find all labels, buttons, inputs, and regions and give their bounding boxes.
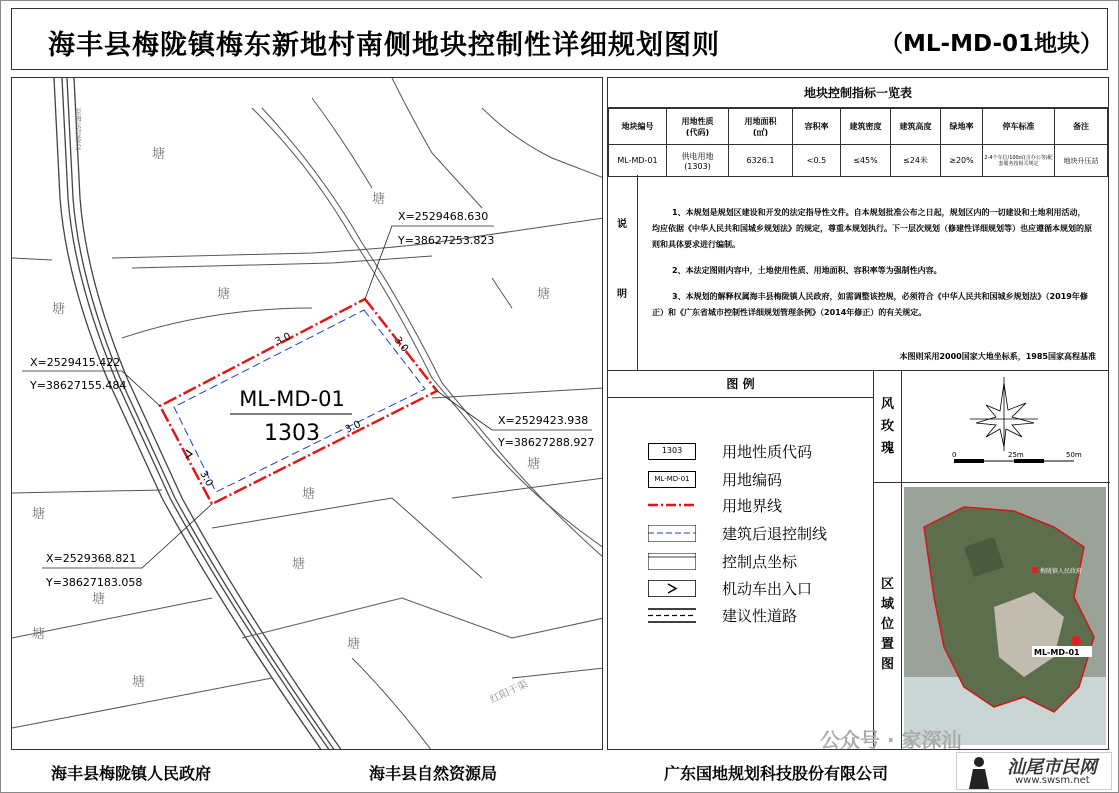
notes-body [652, 205, 1092, 331]
page-title: 海丰县梅陇镇梅东新地村南侧地块控制性详细规划图则 [48, 30, 720, 61]
parcel-use-code-label: 1303 [264, 421, 320, 446]
table-header: 用地面积 (㎡) [729, 109, 793, 145]
table-header: 地块编号 [609, 109, 667, 145]
footer-org-mid: 海丰县自然资源局 [369, 764, 498, 783]
footer-org-right: 广东国地规划科技股份有限公司 [664, 764, 889, 783]
table-header: 用地性质 (代码) [667, 109, 729, 145]
setback-label: 3.0 [197, 469, 215, 489]
legend [608, 371, 874, 749]
table-header: 停车标准 [983, 109, 1055, 145]
parcel-code-label: ML-MD-01 [239, 387, 345, 411]
canal-label: 红阳干渠 [488, 678, 530, 706]
legend-item: 机动车出入口 [648, 578, 812, 598]
pond-label: 塘 [302, 487, 316, 502]
footer-org-left: 海丰县梅陇镇人民政府 [51, 764, 212, 783]
pond-label: 塘 [347, 637, 361, 652]
pond-label: 塘 [372, 192, 386, 207]
table-cell: ML-MD-01 [609, 145, 667, 177]
table-cell: 供电用地 (1303) [667, 145, 729, 177]
pond-label: 塘 [32, 507, 46, 522]
site-watermark: 汕尾市民网 www.swsm.net [956, 752, 1112, 790]
parcel-title-code: （ML-MD-01地块） [880, 31, 1104, 57]
setback-label: 3.0 [391, 335, 411, 355]
table-cell: <0.5 [793, 145, 841, 177]
coord-x: X=2529468.630 [398, 210, 489, 223]
notes-section [608, 175, 1108, 371]
table-header: 备注 [1055, 109, 1108, 145]
indicator-table [608, 108, 1108, 177]
road-label: 至梅东村委会 [74, 108, 82, 150]
table-cell: ≤24米 [891, 145, 941, 177]
pond-label: 塘 [292, 557, 306, 572]
site-marker[interactable] [1071, 636, 1081, 646]
legend-title: 图 例 [608, 371, 873, 398]
coord-x: X=2529423.938 [498, 414, 589, 427]
table-cell: ≤45% [841, 145, 891, 177]
legend-item: 控制点坐标 [648, 551, 797, 571]
legend-item: ML-MD-01 用地编码 [648, 469, 782, 489]
notes-label: 说 明 [608, 175, 638, 370]
wechat-watermark: 公众号 · 家深汕 [820, 728, 962, 752]
pond-label: 塘 [152, 147, 166, 162]
note-item: 2、本法定图则内容中，土地使用性质、用地面积、容积率等为强制性内容。 [672, 266, 942, 275]
setback-label: 3.0 [273, 331, 293, 348]
footer [11, 755, 951, 785]
pond-label: 塘 [527, 457, 541, 472]
note-item: 3、本规划的解释权属海丰县梅陇镇人民政府，如需调整该控规，必须符合《中华人民共和国城乡规划法》（2019年修正）和《广东省城市控制性详细规划管理条例》（2014年修正）的有关规定。 [652, 292, 1088, 317]
table-cell: ≥20% [941, 145, 983, 177]
legend-use-code-symbol: 1303 [648, 443, 696, 460]
coord-x: X=2529415.422 [30, 356, 121, 369]
coord-x: X=2529368.821 [46, 552, 137, 565]
legend-vehicle-entrance-icon [648, 580, 696, 597]
legend-proposed-road-icon [648, 607, 696, 624]
table-cell: 6326.1 [729, 145, 793, 177]
pond-label: 塘 [217, 287, 231, 302]
pond-label: 塘 [92, 592, 106, 607]
wind-rose-section [874, 371, 1110, 483]
planning-map[interactable] [11, 77, 603, 750]
table-row [609, 145, 1108, 177]
coord-y: Y=38627183.058 [46, 576, 143, 589]
wind-rose-icon [934, 375, 1104, 479]
table-cell: 2-4个车位/100㎡(含办公等)配套服务按相关规定 [983, 145, 1055, 177]
table-header: 建筑高度 [891, 109, 941, 145]
location-map-label: 区 域 位 置 图 [874, 483, 902, 749]
wind-rose-label: 风 玫 瑰 [874, 371, 902, 482]
legend-control-point-icon [648, 553, 696, 570]
coord-y: Y=38627288.927 [498, 436, 595, 449]
pond-label: 塘 [537, 287, 551, 302]
legend-parcel-code-symbol: ML-MD-01 [648, 471, 696, 488]
legend-item: 建筑后退控制线 [648, 523, 827, 543]
table-header: 绿地率 [941, 109, 983, 145]
table-header-row [609, 109, 1108, 145]
title-bar [11, 8, 1108, 70]
setback-label: 3.0 [343, 419, 363, 436]
scale-tick: 0 [952, 451, 957, 459]
coord-y: Y=38627253.823 [398, 234, 495, 247]
pond-label: 塘 [132, 675, 146, 690]
indicator-table-title: 地块控制指标一览表 [608, 78, 1108, 108]
location-satellite-map[interactable] [904, 487, 1106, 745]
scale-tick: 50m [1066, 451, 1082, 459]
legend-boundary-line-icon [648, 497, 696, 514]
table-header: 建筑密度 [841, 109, 891, 145]
info-panel [607, 77, 1109, 750]
table-cell: 地块升压站 [1055, 145, 1108, 177]
pond-label: 塘 [52, 302, 66, 317]
legend-item: 1303 用地性质代码 [648, 441, 812, 461]
vehicle-entrance-marker [186, 450, 192, 458]
person-icon [961, 755, 997, 789]
gov-location-label: 梅陇镇人民政府 [1040, 568, 1083, 575]
table-header: 容积率 [793, 109, 841, 145]
location-map-section [874, 483, 1110, 749]
coord-y: Y=38627155.484 [30, 379, 127, 392]
pond-label: 塘 [32, 627, 46, 642]
legend-item: 用地界线 [648, 495, 782, 515]
coordinate-system-note: 本图则采用2000国家大地坐标系，1985国家高程基准 [899, 352, 1096, 361]
map-canvas [12, 78, 603, 750]
note-item: 1、本规划是规划区建设和开发的法定指导性文件。自本规划批准公布之日起，规划区内的一切建设和土地利用活动，均应依据《中华人民共和国城乡规划法》的规定，尊重本规划执行。下一层次规划（修建性详细规划等）也应遵循本规划的原则和具体要求进行编制。 [652, 208, 1092, 249]
legend-setback-line-icon [648, 525, 696, 542]
site-location-label: ML-MD-01 [1034, 648, 1080, 657]
scale-tick: 25m [1008, 451, 1024, 459]
legend-item: 建议性道路 [648, 605, 797, 625]
